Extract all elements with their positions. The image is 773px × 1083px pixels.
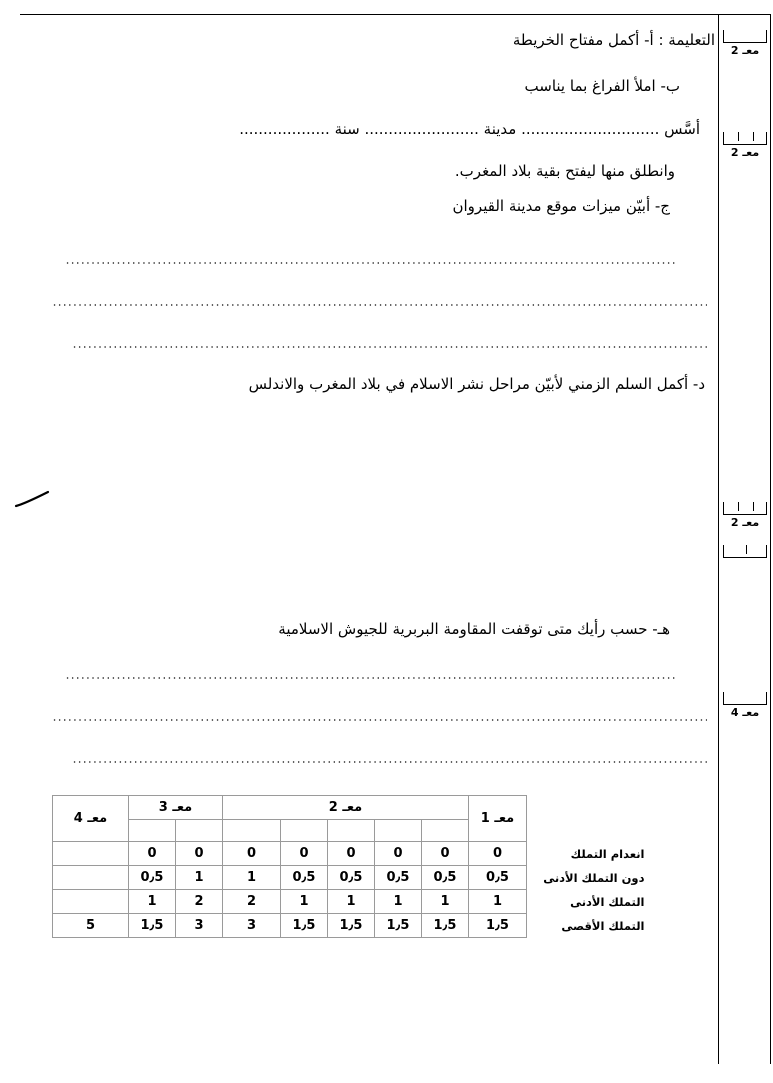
subheader-cell[interactable] [176, 820, 223, 842]
question-e: هـ- حسب رأيك متى توقفت المقاومة البربرية للجيوش الاسلامية [278, 620, 670, 638]
score-box-4[interactable] [723, 545, 767, 558]
row-label-no-mastery: انعدام التملك [527, 842, 649, 866]
answer-line-e-1[interactable] [65, 677, 675, 679]
cell-r0c5[interactable]: 0 [328, 842, 375, 866]
cell-r0c1[interactable]: 0 [129, 842, 176, 866]
table-subheader-row [53, 820, 649, 842]
answer-line-c-1[interactable] [65, 262, 675, 264]
cell-r0c4[interactable]: 0 [281, 842, 328, 866]
score-bracket-5 [723, 692, 767, 705]
cell-r1c8[interactable]: 0٫5 [469, 866, 527, 890]
score-label-2: معـ 2 [730, 146, 760, 159]
subheader-cell[interactable] [328, 820, 375, 842]
bracket-tick [738, 502, 739, 511]
question-b: ب- املأ الفراغ بما يناسب [524, 77, 680, 95]
score-label-3: معـ 2 [730, 516, 760, 529]
cell-r3c7[interactable]: 1٫5 [422, 914, 469, 938]
cell-r3c5[interactable]: 1٫5 [328, 914, 375, 938]
cell-r1c4[interactable]: 0٫5 [281, 866, 328, 890]
margin-score-column [718, 14, 771, 1064]
subheader-cell[interactable] [422, 820, 469, 842]
cell-r1c5[interactable]: 0٫5 [328, 866, 375, 890]
row-label-below-min-mastery: دون التملك الأدنى [527, 866, 649, 890]
cell-r3c8[interactable]: 1٫5 [469, 914, 527, 938]
bracket-tick [746, 545, 747, 554]
subheader-cell[interactable] [129, 820, 176, 842]
row-label-max-mastery: التملك الأقصى [527, 914, 649, 938]
score-label-5: معـ 4 [730, 706, 760, 719]
cell-r2c0[interactable] [53, 890, 129, 914]
score-bracket-2 [723, 132, 767, 145]
group-header-maa-2: معـ 2 [223, 796, 469, 820]
group-header-maa-1: معـ 1 [469, 796, 527, 842]
score-box-2[interactable] [723, 132, 767, 159]
cell-r3c6[interactable]: 1٫5 [375, 914, 422, 938]
cell-r1c7[interactable]: 0٫5 [422, 866, 469, 890]
cell-r0c2[interactable]: 0 [176, 842, 223, 866]
pen-stroke-artifact [14, 490, 56, 512]
cell-r2c4[interactable]: 1 [281, 890, 328, 914]
subheader-cell[interactable] [223, 820, 281, 842]
cell-r0c3[interactable]: 0 [223, 842, 281, 866]
cell-r3c1[interactable]: 1٫5 [129, 914, 176, 938]
cell-r3c3[interactable]: 3 [223, 914, 281, 938]
group-header-maa-4: معـ 4 [53, 796, 129, 842]
bracket-tick [753, 502, 754, 511]
table-row [53, 914, 649, 938]
cell-r1c0[interactable] [53, 866, 129, 890]
score-box-5[interactable] [723, 692, 767, 719]
timeline-answer-area[interactable] [15, 414, 715, 609]
question-d: د- أكمل السلم الزمني لأبيّن مراحل نشر الاسلام في بلاد المغرب والاندلس [248, 375, 705, 393]
cell-r3c0[interactable]: 5 [53, 914, 129, 938]
group-header-maa-3: معـ 3 [129, 796, 223, 820]
cell-r3c4[interactable]: 1٫5 [281, 914, 328, 938]
cell-r0c0[interactable] [53, 842, 129, 866]
cell-r3c2[interactable]: 3 [176, 914, 223, 938]
score-bracket-4 [723, 545, 767, 558]
table-row [53, 866, 649, 890]
table-row [53, 890, 649, 914]
score-label-1: معـ 2 [730, 44, 760, 57]
cell-r1c2[interactable]: 1 [176, 866, 223, 890]
question-c: ج- أبيّن ميزات موقع مدينة القيروان [452, 197, 670, 215]
header-label-spacer [527, 796, 649, 820]
cell-r2c6[interactable]: 1 [375, 890, 422, 914]
cell-r1c6[interactable]: 0٫5 [375, 866, 422, 890]
bracket-tick [753, 132, 754, 141]
score-box-1[interactable] [723, 30, 767, 57]
answer-line-c-3[interactable] [72, 346, 707, 348]
answer-line-e-2[interactable] [52, 719, 707, 721]
cell-r2c1[interactable]: 1 [129, 890, 176, 914]
cell-r2c5[interactable]: 1 [328, 890, 375, 914]
page-frame-top [20, 14, 770, 15]
score-bracket-1 [723, 30, 767, 43]
table-row [53, 842, 649, 866]
row-label-min-mastery: التملك الأدنى [527, 890, 649, 914]
grading-table [52, 795, 649, 938]
subheader-label-spacer [527, 820, 649, 842]
cell-r0c8[interactable]: 0 [469, 842, 527, 866]
cell-r2c3[interactable]: 2 [223, 890, 281, 914]
question-b-fill-blanks: أسَّس ............................. مدينة ........................ سنة ................... [239, 120, 700, 138]
cell-r2c8[interactable]: 1 [469, 890, 527, 914]
cell-r0c6[interactable]: 0 [375, 842, 422, 866]
answer-line-e-3[interactable] [72, 761, 707, 763]
cell-r1c3[interactable]: 1 [223, 866, 281, 890]
answer-line-c-2[interactable] [52, 304, 707, 306]
table-group-header-row [53, 796, 649, 820]
score-box-3[interactable] [723, 502, 767, 529]
question-a: التعليمة : أ- أكمل مفتاح الخريطة [512, 31, 715, 49]
margin-divider [718, 14, 719, 1064]
cell-r0c7[interactable]: 0 [422, 842, 469, 866]
cell-r1c1[interactable]: 0٫5 [129, 866, 176, 890]
subheader-cell[interactable] [375, 820, 422, 842]
score-bracket-3 [723, 502, 767, 515]
subheader-cell[interactable] [281, 820, 328, 842]
bracket-tick [738, 132, 739, 141]
cell-r2c7[interactable]: 1 [422, 890, 469, 914]
question-b-continuation: وانطلق منها ليفتح بقية بلاد المغرب. [454, 162, 675, 180]
cell-r2c2[interactable]: 2 [176, 890, 223, 914]
